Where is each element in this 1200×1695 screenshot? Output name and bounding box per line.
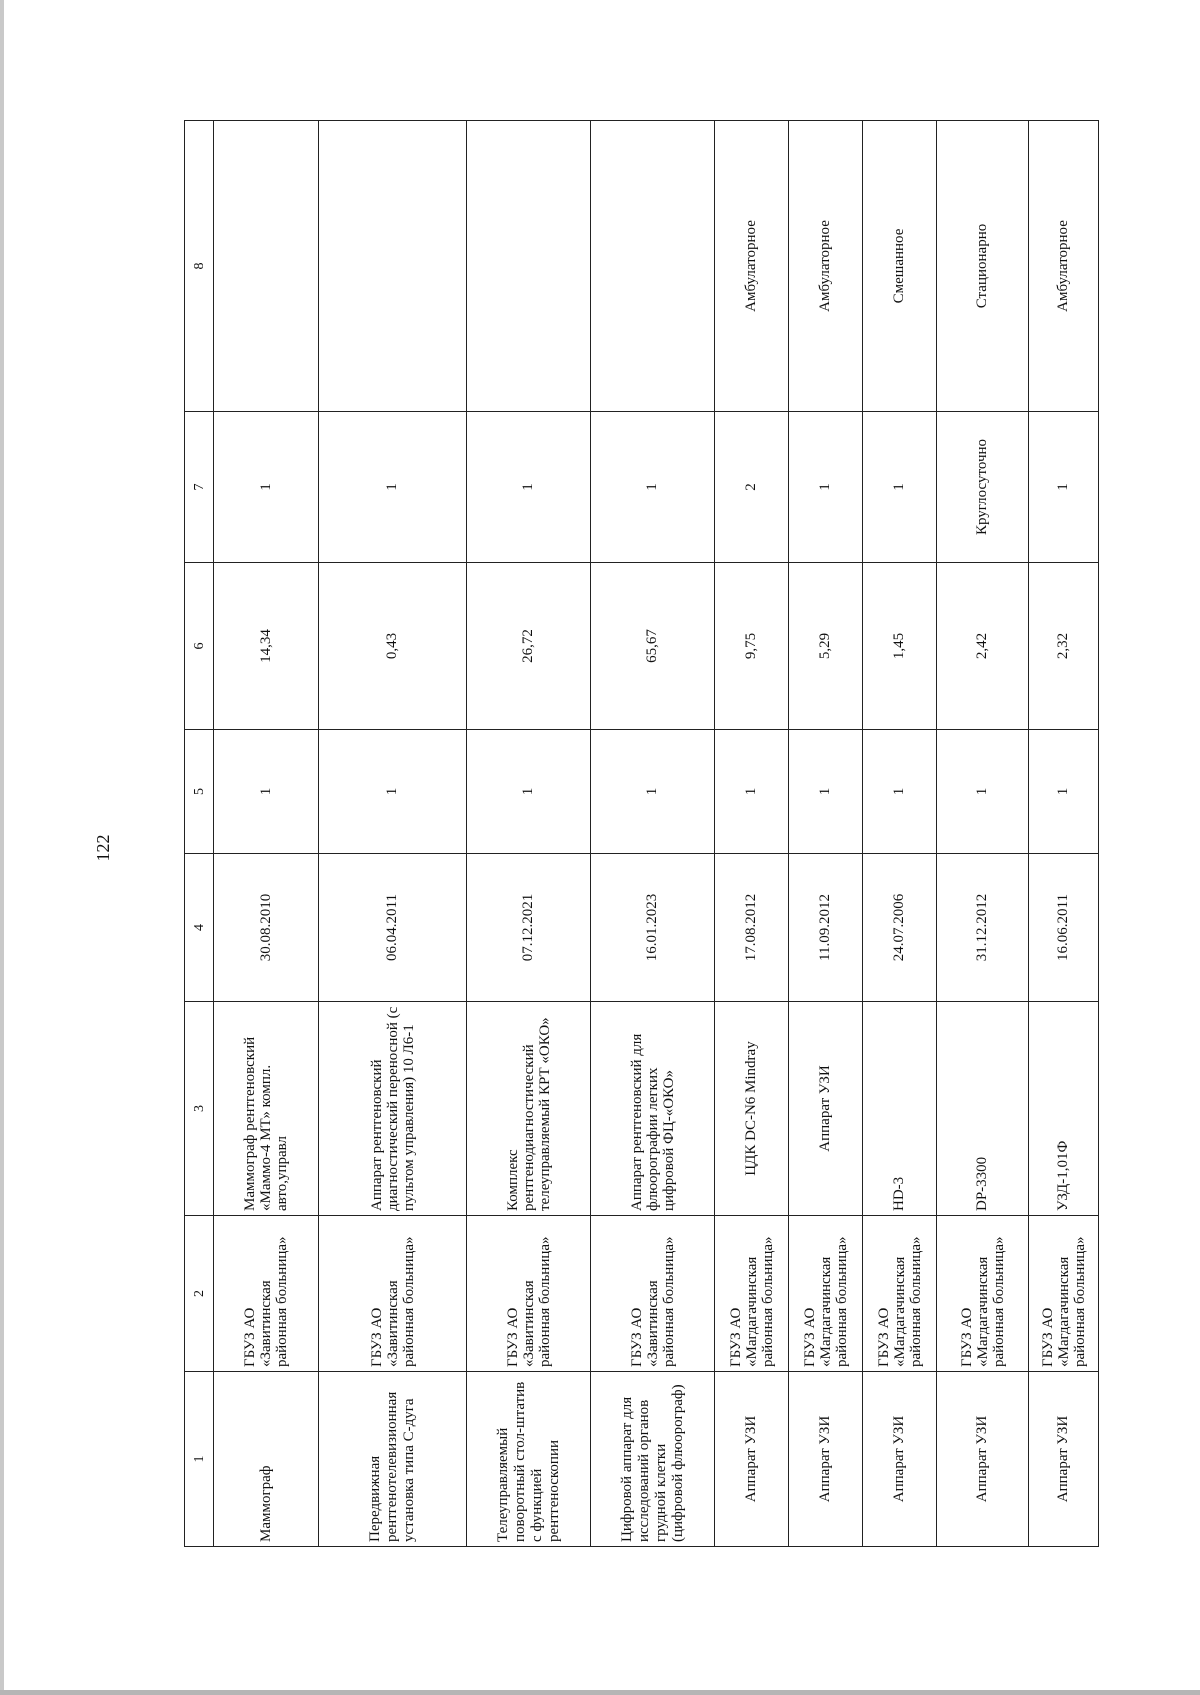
value-cell: 2,42 bbox=[937, 563, 1029, 730]
organization-cell: ГБУЗ АО «Магдагачинская районная больница» bbox=[715, 1216, 789, 1372]
scan-edge bbox=[0, 1690, 1200, 1695]
table-header-row bbox=[185, 121, 214, 1547]
mode-cell: Смешанное bbox=[863, 121, 937, 412]
header-cell: 8 bbox=[185, 121, 214, 412]
date-cell: 06.04.2011 bbox=[319, 854, 467, 1002]
shift-cell: 1 bbox=[591, 412, 715, 563]
page-number: 122 bbox=[92, 834, 113, 862]
date-cell: 16.01.2023 bbox=[591, 854, 715, 1002]
mode-cell: Амбулаторное bbox=[715, 121, 789, 412]
quantity-cell: 1 bbox=[715, 730, 789, 854]
quantity-cell: 1 bbox=[863, 730, 937, 854]
quantity-cell: 1 bbox=[214, 730, 319, 854]
equipment-type-cell: Цифровой аппарат для исследований органов грудной клетки (цифровой флюорограф) bbox=[591, 1372, 715, 1547]
mode-cell: Амбулаторное bbox=[789, 121, 863, 412]
organization-cell: ГБУЗ АО «Завитинская районная больница» bbox=[467, 1216, 591, 1372]
table-row bbox=[591, 121, 715, 1547]
shift-cell: Круглосуточно bbox=[937, 412, 1029, 563]
value-cell: 9,75 bbox=[715, 563, 789, 730]
shift-cell: 1 bbox=[467, 412, 591, 563]
value-cell: 26,72 bbox=[467, 563, 591, 730]
organization-cell: ГБУЗ АО «Магдагачинская районная больница» bbox=[1029, 1216, 1099, 1372]
shift-cell: 2 bbox=[715, 412, 789, 563]
table-row bbox=[467, 121, 591, 1547]
date-cell: 31.12.2012 bbox=[937, 854, 1029, 1002]
header-cell: 6 bbox=[185, 563, 214, 730]
equipment-type-cell: Аппарат УЗИ bbox=[789, 1372, 863, 1547]
mode-cell: Стационарно bbox=[937, 121, 1029, 412]
organization-cell: ГБУЗ АО «Магдагачинская районная больница» bbox=[937, 1216, 1029, 1372]
equipment-table-container bbox=[184, 121, 1099, 1547]
mode-cell bbox=[214, 121, 319, 412]
header-cell: 4 bbox=[185, 854, 214, 1002]
organization-cell: ГБУЗ АО «Завитинская районная больница» bbox=[591, 1216, 715, 1372]
value-cell: 65,67 bbox=[591, 563, 715, 730]
model-cell: Маммограф рентгеновский «Маммо-4 МТ» компл. авто,управл bbox=[214, 1002, 319, 1216]
model-cell: DP-3300 bbox=[937, 1002, 1029, 1216]
table-row bbox=[789, 121, 863, 1547]
table-row bbox=[1029, 121, 1099, 1547]
value-cell: 14,34 bbox=[214, 563, 319, 730]
rotated-table-frame bbox=[184, 121, 1099, 1547]
header-cell: 5 bbox=[185, 730, 214, 854]
model-cell: Комплекс рентгенодиагностический телеуправляемый КРТ «ОКО» bbox=[467, 1002, 591, 1216]
equipment-type-cell: Маммограф bbox=[214, 1372, 319, 1547]
shift-cell: 1 bbox=[319, 412, 467, 563]
value-cell: 1,45 bbox=[863, 563, 937, 730]
equipment-type-cell: Аппарат УЗИ bbox=[715, 1372, 789, 1547]
table-row bbox=[863, 121, 937, 1547]
value-cell: 2,32 bbox=[1029, 563, 1099, 730]
value-cell: 0,43 bbox=[319, 563, 467, 730]
mode-cell: Амбулаторное bbox=[1029, 121, 1099, 412]
model-cell: Аппарат рентгеновский диагностический переносной (с пультом управления) 10 Л6-1 bbox=[319, 1002, 467, 1216]
shift-cell: 1 bbox=[789, 412, 863, 563]
header-cell: 2 bbox=[185, 1216, 214, 1372]
model-cell: Аппарат УЗИ bbox=[789, 1002, 863, 1216]
table-row bbox=[715, 121, 789, 1547]
model-cell: УЗД-1,01Ф bbox=[1029, 1002, 1099, 1216]
mode-cell bbox=[467, 121, 591, 412]
equipment-type-cell: Аппарат УЗИ bbox=[937, 1372, 1029, 1547]
shift-cell: 1 bbox=[214, 412, 319, 563]
quantity-cell: 1 bbox=[937, 730, 1029, 854]
date-cell: 16.06.2011 bbox=[1029, 854, 1099, 1002]
quantity-cell: 1 bbox=[789, 730, 863, 854]
header-cell: 7 bbox=[185, 412, 214, 563]
equipment-table bbox=[184, 120, 1099, 1547]
date-cell: 17.08.2012 bbox=[715, 854, 789, 1002]
equipment-type-cell: Телеуправляемый поворотный стол-штатив с функцией рентгеноскопии bbox=[467, 1372, 591, 1547]
equipment-type-cell: Аппарат УЗИ bbox=[863, 1372, 937, 1547]
organization-cell: ГБУЗ АО «Магдагачинская районная больница» bbox=[789, 1216, 863, 1372]
table-row bbox=[319, 121, 467, 1547]
table-row bbox=[214, 121, 319, 1547]
quantity-cell: 1 bbox=[467, 730, 591, 854]
model-cell: ЦДК DC-N6 Mindray bbox=[715, 1002, 789, 1216]
model-cell: HD-3 bbox=[863, 1002, 937, 1216]
date-cell: 24.07.2006 bbox=[863, 854, 937, 1002]
shift-cell: 1 bbox=[863, 412, 937, 563]
value-cell: 5,29 bbox=[789, 563, 863, 730]
mode-cell bbox=[319, 121, 467, 412]
quantity-cell: 1 bbox=[1029, 730, 1099, 854]
table-row bbox=[937, 121, 1029, 1547]
quantity-cell: 1 bbox=[319, 730, 467, 854]
organization-cell: ГБУЗ АО «Завитинская районная больница» bbox=[319, 1216, 467, 1372]
shift-cell: 1 bbox=[1029, 412, 1099, 563]
equipment-type-cell: Передвижная рентгенотелевизионная установка типа С-дуга bbox=[319, 1372, 467, 1547]
header-cell: 3 bbox=[185, 1002, 214, 1216]
equipment-type-cell: Аппарат УЗИ bbox=[1029, 1372, 1099, 1547]
header-cell: 1 bbox=[185, 1372, 214, 1547]
date-cell: 30.08.2010 bbox=[214, 854, 319, 1002]
mode-cell bbox=[591, 121, 715, 412]
organization-cell: ГБУЗ АО «Магдагачинская районная больница» bbox=[863, 1216, 937, 1372]
model-cell: Аппарат рентгеновский для флюорографии легких цифровой ФЦ-«ОКО» bbox=[591, 1002, 715, 1216]
date-cell: 07.12.2021 bbox=[467, 854, 591, 1002]
document-page bbox=[4, 0, 1200, 1690]
quantity-cell: 1 bbox=[591, 730, 715, 854]
date-cell: 11.09.2012 bbox=[789, 854, 863, 1002]
organization-cell: ГБУЗ АО «Завитинская районная больница» bbox=[214, 1216, 319, 1372]
